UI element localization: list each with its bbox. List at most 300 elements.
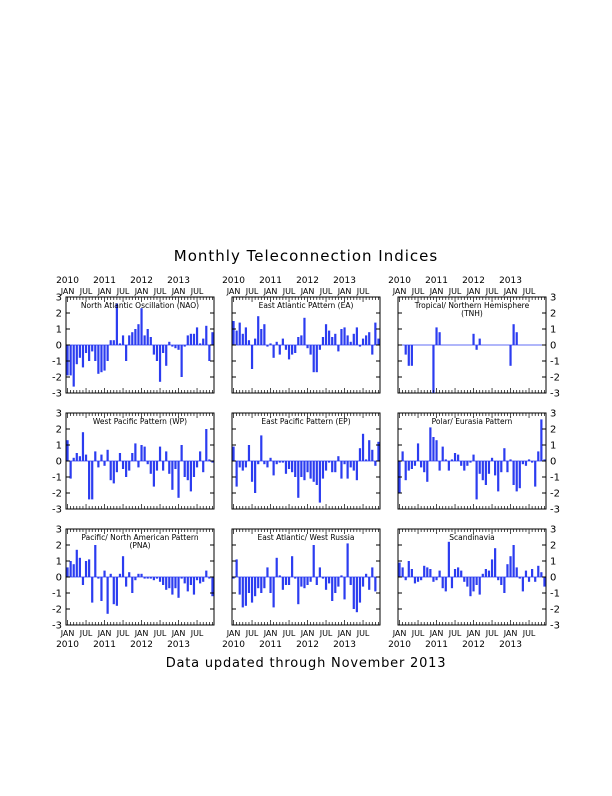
- x-month-label: JAN: [337, 287, 352, 296]
- bar: [147, 577, 149, 579]
- bar: [491, 458, 493, 461]
- bar: [491, 559, 493, 577]
- panel-2: [222, 276, 380, 393]
- bar: [88, 461, 90, 499]
- bar: [343, 577, 345, 599]
- bar: [350, 342, 352, 345]
- bar: [122, 335, 124, 345]
- y-tick-label: 0: [550, 340, 557, 352]
- x-month-label: JUL: [448, 287, 462, 296]
- bar: [196, 461, 198, 467]
- x-month-label: JUL: [190, 287, 204, 296]
- bar: [174, 577, 176, 588]
- bar: [537, 566, 539, 577]
- bar: [190, 577, 192, 585]
- bar: [420, 461, 422, 467]
- x-year-label: 2010: [388, 640, 411, 650]
- bar: [420, 577, 422, 580]
- x-year-label: 2010: [222, 276, 245, 286]
- bar: [368, 577, 370, 590]
- bar: [426, 461, 428, 482]
- bar: [306, 345, 308, 348]
- bar: [337, 577, 339, 587]
- bar: [187, 577, 189, 591]
- bar: [193, 461, 195, 477]
- bar: [79, 456, 81, 461]
- x-month-label: JAN: [392, 629, 407, 638]
- bar: [540, 572, 542, 577]
- bar: [528, 577, 530, 582]
- bar: [285, 577, 287, 585]
- bar: [150, 337, 152, 345]
- bar: [402, 451, 404, 461]
- bar: [196, 577, 198, 580]
- bar: [340, 461, 342, 479]
- bar: [269, 343, 271, 345]
- bar: [110, 574, 112, 577]
- bar: [522, 577, 524, 591]
- bar: [211, 332, 213, 345]
- bar: [202, 339, 204, 345]
- bar: [113, 461, 115, 483]
- bar: [297, 461, 299, 498]
- panel-4: [52, 409, 214, 516]
- x-year-label: 2010: [56, 276, 79, 286]
- bar: [316, 345, 318, 372]
- x-year-label: 2012: [296, 640, 319, 650]
- bar: [347, 461, 349, 479]
- bar: [107, 450, 109, 461]
- y-tick-label: 0: [55, 572, 62, 584]
- bar: [73, 345, 75, 387]
- bar: [168, 461, 170, 474]
- bar: [448, 542, 450, 577]
- bar: [503, 577, 505, 593]
- bar: [288, 461, 290, 469]
- bar: [85, 345, 87, 353]
- bar: [476, 461, 478, 499]
- bar: [516, 461, 518, 491]
- bar: [463, 577, 465, 582]
- bar: [435, 440, 437, 461]
- bar: [525, 461, 527, 466]
- bar: [282, 577, 284, 590]
- y-tick-label: 3: [55, 408, 62, 420]
- bar: [365, 335, 367, 345]
- x-year-label: 2013: [167, 276, 190, 286]
- bar: [516, 332, 518, 345]
- bar: [417, 443, 419, 461]
- y-tick-label: 0: [55, 340, 62, 352]
- bar: [242, 461, 244, 471]
- bar: [282, 339, 284, 345]
- bar: [340, 329, 342, 345]
- panel-title: West Pacific Pattern (WP): [92, 417, 188, 426]
- y-tick-label: 3: [550, 292, 557, 304]
- bar: [70, 345, 72, 375]
- bar: [343, 327, 345, 345]
- bar: [107, 577, 109, 614]
- bar: [297, 577, 299, 604]
- x-month-label: JUL: [190, 629, 204, 638]
- bar: [181, 445, 183, 461]
- panel-9: [388, 525, 560, 651]
- y-tick-label: 2: [55, 540, 62, 552]
- bar: [103, 461, 105, 466]
- bar: [353, 334, 355, 345]
- bar: [350, 461, 352, 467]
- x-month-label: JAN: [429, 629, 444, 638]
- bar: [325, 324, 327, 345]
- panel-1: [52, 276, 214, 400]
- bar: [254, 577, 256, 596]
- x-month-label: JUL: [319, 629, 333, 638]
- bar: [435, 577, 437, 580]
- bar: [303, 318, 305, 345]
- bar: [279, 575, 281, 577]
- bar: [429, 427, 431, 461]
- x-month-label: JUL: [485, 629, 499, 638]
- bar: [479, 339, 481, 345]
- panel-title: Pacific/ North American Pattern: [81, 533, 199, 542]
- panel-6: [398, 409, 560, 516]
- bar: [66, 567, 68, 577]
- bar: [494, 461, 496, 475]
- panel-title: Scandinavia: [449, 533, 495, 542]
- bar: [472, 577, 474, 591]
- y-tick-label: -1: [52, 588, 62, 600]
- bar: [276, 461, 278, 464]
- bar: [322, 337, 324, 345]
- bar: [525, 571, 527, 577]
- bar: [181, 345, 183, 377]
- bar: [236, 559, 238, 577]
- bar: [442, 447, 444, 461]
- x-month-label: JUL: [411, 287, 425, 296]
- bar: [248, 577, 250, 593]
- bar: [356, 461, 358, 480]
- bar: [377, 339, 379, 345]
- bar: [429, 569, 431, 577]
- bar: [516, 567, 518, 577]
- bar: [457, 567, 459, 577]
- x-month-label: JAN: [97, 629, 112, 638]
- y-tick-label: 1: [550, 440, 557, 452]
- bar: [334, 577, 336, 593]
- y-tick-label: 2: [550, 540, 557, 552]
- bar: [177, 577, 179, 598]
- bar: [534, 461, 536, 487]
- bar: [316, 577, 318, 585]
- bar: [100, 455, 102, 461]
- bar: [184, 345, 186, 347]
- y-tick-label: -3: [550, 388, 560, 400]
- y-tick-label: 2: [55, 308, 62, 320]
- bar: [76, 453, 78, 461]
- bar: [331, 337, 333, 345]
- bar: [125, 577, 127, 587]
- bar: [328, 331, 330, 345]
- bar: [181, 577, 183, 579]
- bar: [110, 461, 112, 480]
- bar: [531, 569, 533, 577]
- x-month-label: JUL: [153, 287, 167, 296]
- bar: [260, 577, 262, 593]
- bar: [162, 345, 164, 353]
- y-tick-label: 1: [55, 556, 62, 568]
- bar: [156, 461, 158, 471]
- y-tick-label: 0: [550, 572, 557, 584]
- y-tick-label: -2: [52, 604, 62, 616]
- bar: [325, 461, 327, 471]
- bar: [239, 323, 241, 345]
- bar: [322, 577, 324, 579]
- bar: [408, 561, 410, 577]
- bar: [205, 326, 207, 345]
- x-month-label: JAN: [226, 287, 241, 296]
- bar: [285, 345, 287, 350]
- bar: [184, 461, 186, 477]
- bar: [159, 447, 161, 461]
- bar: [254, 461, 256, 493]
- figure-title: Monthly Teleconnection Indices: [173, 247, 439, 265]
- x-month-label: JUL: [411, 629, 425, 638]
- bar: [356, 327, 358, 345]
- bar: [263, 577, 265, 588]
- bar: [134, 577, 136, 580]
- bar: [159, 577, 161, 582]
- bar: [362, 339, 364, 345]
- bar: [405, 345, 407, 355]
- bar: [457, 455, 459, 461]
- bar: [103, 571, 105, 577]
- y-tick-label: -2: [550, 372, 560, 384]
- bar: [479, 577, 481, 595]
- bar: [414, 577, 416, 583]
- bar: [319, 345, 321, 350]
- bar: [334, 334, 336, 345]
- x-month-label: JUL: [79, 287, 93, 296]
- x-year-label: 2013: [333, 640, 356, 650]
- bar: [405, 461, 407, 480]
- y-tick-label: 1: [55, 324, 62, 336]
- bar: [306, 461, 308, 472]
- bar: [184, 577, 186, 583]
- bar: [432, 345, 434, 393]
- bar: [273, 577, 275, 607]
- x-year-label: 2011: [259, 640, 282, 650]
- bar: [232, 321, 234, 345]
- x-year-label: 2013: [499, 640, 522, 650]
- y-tick-label: 3: [55, 524, 62, 536]
- bar: [125, 461, 127, 477]
- bar: [205, 429, 207, 461]
- bar: [506, 564, 508, 577]
- y-tick-label: -2: [550, 604, 560, 616]
- y-tick-label: 0: [550, 456, 557, 468]
- bar: [432, 437, 434, 461]
- bar: [254, 339, 256, 345]
- bar: [91, 461, 93, 499]
- x-month-label: JAN: [263, 287, 278, 296]
- y-tick-label: -2: [550, 488, 560, 500]
- bar: [147, 461, 149, 464]
- bar: [294, 577, 296, 579]
- x-year-label: 2013: [499, 276, 522, 286]
- bar: [193, 577, 195, 595]
- bar: [273, 345, 275, 358]
- bar: [359, 345, 361, 347]
- bar: [239, 577, 241, 595]
- bar: [337, 345, 339, 351]
- bar: [245, 327, 247, 345]
- bar: [310, 461, 312, 479]
- y-tick-label: 1: [55, 440, 62, 452]
- bar: [260, 435, 262, 461]
- bar: [513, 461, 515, 485]
- x-month-label: JUL: [153, 629, 167, 638]
- y-tick-label: -3: [550, 504, 560, 516]
- x-year-label: 2010: [56, 640, 79, 650]
- bar: [107, 345, 109, 361]
- bar: [97, 345, 99, 374]
- x-month-label: JAN: [171, 629, 186, 638]
- bar: [128, 335, 130, 345]
- bar: [288, 345, 290, 359]
- bar: [187, 335, 189, 345]
- panel-8: [222, 529, 380, 650]
- bar: [248, 340, 250, 345]
- bar: [159, 345, 161, 382]
- bar: [303, 577, 305, 588]
- bar: [100, 345, 102, 372]
- x-month-label: JAN: [503, 287, 518, 296]
- bar: [248, 445, 250, 461]
- x-year-label: 2012: [296, 276, 319, 286]
- bar: [423, 461, 425, 472]
- bar: [70, 561, 72, 577]
- bar: [282, 461, 284, 463]
- panel-title: East Atlantic PAttern (EA): [258, 301, 354, 310]
- x-year-label: 2011: [93, 640, 116, 650]
- bar: [371, 567, 373, 577]
- bar: [190, 334, 192, 345]
- bar: [451, 577, 453, 588]
- y-tick-label: -3: [52, 388, 62, 400]
- x-month-label: JAN: [134, 287, 149, 296]
- bar: [435, 327, 437, 345]
- bar: [187, 461, 189, 480]
- bar: [199, 343, 201, 345]
- x-year-label: 2011: [425, 276, 448, 286]
- bar: [122, 556, 124, 577]
- bar: [448, 461, 450, 471]
- bar: [442, 577, 444, 588]
- x-year-label: 2012: [462, 276, 485, 286]
- x-year-label: 2010: [222, 640, 245, 650]
- bar: [269, 577, 271, 593]
- bar: [73, 564, 75, 577]
- bar: [174, 461, 176, 469]
- bar: [371, 345, 373, 355]
- bar: [165, 345, 167, 366]
- bar: [316, 461, 318, 485]
- bar: [337, 456, 339, 461]
- bar: [439, 332, 441, 345]
- bar: [350, 577, 352, 585]
- bar: [122, 461, 124, 469]
- bar: [128, 461, 130, 471]
- bar: [100, 577, 102, 601]
- bar: [113, 577, 115, 604]
- figure-footer: Data updated through November 2013: [165, 656, 447, 671]
- y-tick-label: 2: [550, 308, 557, 320]
- x-month-label: JUL: [319, 287, 333, 296]
- panel-7: [52, 525, 214, 651]
- bar: [236, 461, 238, 487]
- bar: [414, 461, 416, 466]
- y-tick-label: -1: [550, 356, 560, 368]
- x-month-label: JUL: [116, 287, 130, 296]
- bar: [171, 345, 173, 347]
- bar: [528, 459, 530, 461]
- bar: [165, 451, 167, 461]
- bar: [482, 461, 484, 480]
- bar: [297, 337, 299, 345]
- bar: [251, 461, 253, 482]
- bar: [273, 461, 275, 475]
- panel-title: East Pacific Pattern (EP): [261, 417, 351, 426]
- bar: [368, 332, 370, 345]
- bar: [522, 461, 524, 464]
- bar: [534, 577, 536, 582]
- panels-layer: [52, 276, 560, 650]
- bar: [279, 461, 281, 463]
- y-tick-label: 1: [550, 556, 557, 568]
- y-tick-label: -3: [52, 620, 62, 632]
- bar: [269, 458, 271, 461]
- bar: [263, 324, 265, 345]
- bar: [497, 577, 499, 580]
- bar: [476, 345, 478, 350]
- bar: [454, 453, 456, 461]
- bar: [94, 345, 96, 361]
- bar: [432, 577, 434, 582]
- bar: [469, 577, 471, 596]
- bar: [411, 461, 413, 469]
- x-month-label: JAN: [60, 287, 75, 296]
- bar: [97, 461, 99, 467]
- x-month-label: JAN: [337, 629, 352, 638]
- bar: [208, 345, 210, 361]
- bar: [310, 345, 312, 355]
- bar: [411, 345, 413, 366]
- bar: [374, 577, 376, 591]
- bar: [313, 545, 315, 577]
- bar: [319, 567, 321, 577]
- bar: [291, 461, 293, 472]
- bar: [460, 461, 462, 466]
- y-tick-label: 3: [55, 292, 62, 304]
- x-month-label: JUL: [522, 629, 536, 638]
- bar: [423, 566, 425, 577]
- bar: [245, 577, 247, 606]
- bar: [479, 461, 481, 474]
- bar: [110, 340, 112, 345]
- x-year-label: 2011: [425, 640, 448, 650]
- bar: [242, 334, 244, 345]
- bar: [140, 574, 142, 577]
